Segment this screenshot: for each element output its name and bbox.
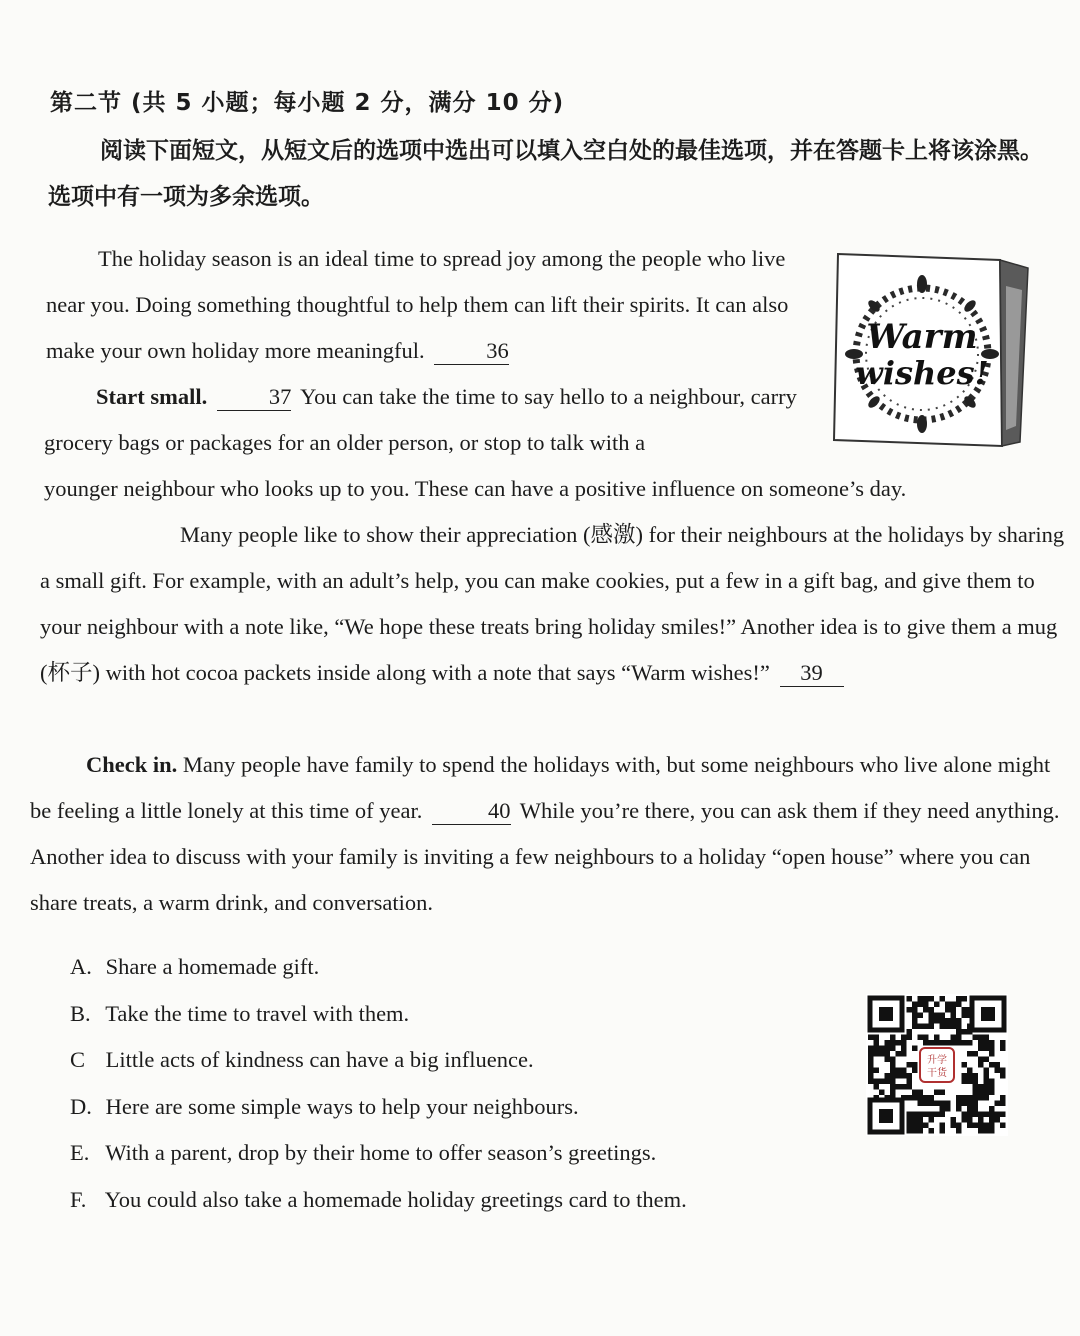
qr-module xyxy=(912,1046,918,1052)
qr-module xyxy=(923,1035,929,1041)
qr-module xyxy=(934,1101,940,1107)
qr-module xyxy=(951,1018,957,1024)
qr-module xyxy=(890,1073,896,1079)
qr-module xyxy=(934,1002,940,1008)
qr-module xyxy=(929,1101,935,1107)
paragraph-lead: Start small. xyxy=(96,384,208,409)
qr-module xyxy=(918,996,924,1002)
qr-module xyxy=(885,1057,891,1063)
qr-code-icon[interactable] xyxy=(866,994,1008,1136)
qr-module xyxy=(874,1046,880,1052)
qr-module xyxy=(912,1018,918,1024)
qr-module xyxy=(962,1007,968,1013)
qr-module xyxy=(885,1079,891,1085)
qr-module xyxy=(978,1112,984,1118)
qr-module xyxy=(951,1002,957,1008)
option-text: Little acts of kindness can have a big influence. xyxy=(105,1047,534,1072)
qr-module xyxy=(896,1073,902,1079)
passage-paragraph-4 xyxy=(30,742,1062,926)
qr-module xyxy=(945,1007,951,1013)
qr-module xyxy=(984,1073,990,1079)
qr-module xyxy=(929,1013,935,1019)
qr-module xyxy=(874,1035,880,1041)
qr-module xyxy=(918,1123,924,1129)
qr-module xyxy=(929,1112,935,1118)
option-letter: D. xyxy=(70,1093,92,1119)
options-list xyxy=(70,944,830,1223)
qr-module xyxy=(929,1117,935,1123)
paragraph-text-continued: younger neighbour who looks up to you. These can have a positive influence on someone’s day. xyxy=(44,476,907,501)
qr-module xyxy=(973,1035,979,1041)
qr-module xyxy=(984,1084,990,1090)
qr-module xyxy=(923,1007,929,1013)
qr-module xyxy=(907,1079,913,1085)
option-text: Share a homemade gift. xyxy=(105,954,320,979)
qr-module xyxy=(868,1073,874,1079)
qr-module xyxy=(929,996,935,1002)
qr-module xyxy=(962,996,968,1002)
qr-module xyxy=(989,1090,995,1096)
qr-module xyxy=(923,1040,929,1046)
paragraph-text: You can take the time to say hello to a neighbour, carry grocery bags or packages for an older person, or stop to talk with a xyxy=(44,384,797,455)
option-b xyxy=(70,991,830,1038)
qr-module xyxy=(940,1128,946,1134)
qr-module xyxy=(901,1051,907,1057)
qr-module xyxy=(907,1123,913,1129)
qr-badge-line-1: 升学 xyxy=(927,1055,947,1066)
qr-module xyxy=(973,1090,979,1096)
qr-module xyxy=(984,1112,990,1118)
qr-module xyxy=(951,1117,957,1123)
qr-module xyxy=(890,1084,896,1090)
qr-module xyxy=(967,1040,973,1046)
qr-module xyxy=(995,1112,1001,1118)
warm-wishes-card-illustration xyxy=(830,246,1035,456)
qr-module xyxy=(1000,1123,1006,1129)
paragraph-text: Many people have family to spend the holidays with, but some neighbours who live alone might be feeling a little lonely at this time of year. xyxy=(30,752,1051,823)
qr-module xyxy=(973,1095,979,1101)
qr-module xyxy=(956,996,962,1002)
qr-module xyxy=(978,1040,984,1046)
qr-module xyxy=(973,1084,979,1090)
qr-module xyxy=(929,1007,935,1013)
qr-module xyxy=(1000,1068,1006,1074)
qr-module xyxy=(907,1112,913,1118)
qr-module xyxy=(967,1117,973,1123)
option-letter: B. xyxy=(70,1000,91,1026)
qr-module xyxy=(907,1084,913,1090)
qr-module xyxy=(868,1051,874,1057)
qr-module xyxy=(923,996,929,1002)
qr-module xyxy=(973,1073,979,1079)
blank-39: 39 xyxy=(780,660,844,687)
qr-module xyxy=(923,1095,929,1101)
qr-module xyxy=(945,1040,951,1046)
qr-module xyxy=(918,1024,924,1030)
qr-module xyxy=(945,1002,951,1008)
qr-module xyxy=(923,1002,929,1008)
qr-module xyxy=(956,1040,962,1046)
qr-module xyxy=(973,1123,979,1129)
qr-module xyxy=(901,1046,907,1052)
qr-module xyxy=(940,1040,946,1046)
paragraph-lead: Check in. xyxy=(86,752,178,777)
qr-module xyxy=(962,1117,968,1123)
qr-module xyxy=(967,1079,973,1085)
qr-module xyxy=(962,1013,968,1019)
qr-module xyxy=(901,1068,907,1074)
qr-module xyxy=(868,1079,874,1085)
qr-module xyxy=(967,1101,973,1107)
qr-module xyxy=(901,1035,907,1041)
qr-module xyxy=(934,1090,940,1096)
qr-module xyxy=(896,1051,902,1057)
qr-module xyxy=(967,1073,973,1079)
qr-module xyxy=(912,1062,918,1068)
qr-module xyxy=(912,1112,918,1118)
qr-module xyxy=(984,1095,990,1101)
qr-module xyxy=(929,1018,935,1024)
qr-module xyxy=(912,1095,918,1101)
qr-module xyxy=(1000,1101,1006,1107)
qr-module xyxy=(956,1018,962,1024)
option-text: With a parent, drop by their home to offer season’s greetings. xyxy=(105,1140,657,1165)
qr-module xyxy=(940,1106,946,1112)
qr-module xyxy=(967,1112,973,1118)
qr-module xyxy=(868,1035,874,1041)
qr-module xyxy=(967,1123,973,1129)
qr-module xyxy=(940,1024,946,1030)
qr-module xyxy=(918,1002,924,1008)
qr-module xyxy=(989,1084,995,1090)
qr-module xyxy=(984,1128,990,1134)
qr-module xyxy=(989,1112,995,1118)
qr-module xyxy=(874,1079,880,1085)
qr-module xyxy=(940,996,946,1002)
qr-module xyxy=(874,1040,880,1046)
qr-module xyxy=(912,1002,918,1008)
qr-module xyxy=(956,1123,962,1129)
qr-module xyxy=(890,1068,896,1074)
qr-module xyxy=(956,1029,962,1035)
qr-module xyxy=(978,1062,984,1068)
qr-module xyxy=(918,1095,924,1101)
qr-module xyxy=(973,1101,979,1107)
qr-module xyxy=(885,1073,891,1079)
qr-module xyxy=(984,1046,990,1052)
section-title: 第二节 (共 5 小题；每小题 2 分，满分 10 分) xyxy=(50,90,565,116)
qr-module xyxy=(995,1068,1001,1074)
qr-module xyxy=(890,1035,896,1041)
qr-module xyxy=(978,1117,984,1123)
qr-module xyxy=(940,1123,946,1129)
qr-module xyxy=(907,1095,913,1101)
qr-module xyxy=(940,1013,946,1019)
qr-module xyxy=(934,1018,940,1024)
blank-40: 40 xyxy=(432,798,511,825)
qr-module xyxy=(907,1073,913,1079)
qr-module xyxy=(956,1002,962,1008)
qr-module xyxy=(912,1013,918,1019)
option-letter: C xyxy=(70,1047,86,1072)
qr-module xyxy=(978,1046,984,1052)
qr-module xyxy=(901,1084,907,1090)
qr-module xyxy=(923,1024,929,1030)
qr-module xyxy=(940,1090,946,1096)
qr-badge-line-2: 干货 xyxy=(927,1068,947,1079)
qr-module xyxy=(918,1101,924,1107)
qr-module xyxy=(945,1018,951,1024)
qr-module xyxy=(923,1112,929,1118)
passage-paragraph-1 xyxy=(46,236,808,374)
option-c xyxy=(70,1037,830,1084)
qr-module xyxy=(951,1013,957,1019)
qr-module xyxy=(956,1128,962,1134)
qr-module xyxy=(890,1090,896,1096)
qr-module xyxy=(907,1007,913,1013)
qr-module xyxy=(896,1084,902,1090)
qr-module xyxy=(890,1057,896,1063)
qr-module xyxy=(978,1123,984,1129)
qr-module xyxy=(868,1046,874,1052)
qr-module xyxy=(984,1079,990,1085)
qr-module xyxy=(978,1128,984,1134)
qr-module xyxy=(907,1128,913,1134)
blank-37: 37 xyxy=(217,384,292,411)
qr-module xyxy=(967,1068,973,1074)
qr-module xyxy=(874,1068,880,1074)
option-letter: E. xyxy=(70,1140,90,1165)
qr-module xyxy=(978,1090,984,1096)
qr-module xyxy=(984,1057,990,1063)
option-text: Here are some simple ways to help your neighbours. xyxy=(105,1093,579,1119)
qr-module xyxy=(989,1117,995,1123)
qr-module xyxy=(989,1123,995,1129)
qr-module xyxy=(962,1029,968,1035)
qr-module xyxy=(940,1101,946,1107)
qr-module xyxy=(890,1079,896,1085)
qr-module xyxy=(967,1051,973,1057)
qr-module xyxy=(951,1007,957,1013)
qr-module xyxy=(907,1035,913,1041)
qr-module xyxy=(918,1035,924,1041)
qr-module xyxy=(896,1040,902,1046)
qr-module xyxy=(989,1040,995,1046)
qr-module xyxy=(962,1062,968,1068)
option-e xyxy=(70,1130,830,1177)
qr-module xyxy=(885,1040,891,1046)
qr-module xyxy=(934,1040,940,1046)
qr-module xyxy=(962,1073,968,1079)
qr-module xyxy=(973,1079,979,1085)
qr-module xyxy=(907,1117,913,1123)
paragraph-text: Many people like to show their appreciation (感激) for their neighbours at the holidays by sharing a small gift. For example, with an adult’s help, you can make cookies, put a few in a gift bag, and give them to your neighbour with a note like, “We hope these treats bring holiday smiles!” Another idea is to give them a mug (杯子) with hot cocoa packets inside along with a note that says “Warm wishes!” xyxy=(40,522,1065,685)
qr-module xyxy=(967,1095,973,1101)
qr-module xyxy=(912,1117,918,1123)
qr-module xyxy=(989,1046,995,1052)
qr-module xyxy=(962,1095,968,1101)
qr-module xyxy=(978,1057,984,1063)
card-line-1: Warm xyxy=(866,317,978,357)
qr-module xyxy=(868,1057,874,1063)
qr-module xyxy=(962,1101,968,1107)
qr-module xyxy=(929,1128,935,1134)
qr-module xyxy=(918,1090,924,1096)
option-a xyxy=(70,944,830,991)
qr-module xyxy=(874,1084,880,1090)
qr-module xyxy=(868,1068,874,1074)
qr-module xyxy=(918,1013,924,1019)
qr-module xyxy=(989,1128,995,1134)
qr-module xyxy=(934,1112,940,1118)
qr-module xyxy=(879,1046,885,1052)
qr-module xyxy=(890,1040,896,1046)
qr-module xyxy=(912,1090,918,1096)
qr-module xyxy=(934,1035,940,1041)
qr-module xyxy=(868,1062,874,1068)
qr-module xyxy=(912,1024,918,1030)
option-letter: F. xyxy=(70,1186,87,1212)
qr-module xyxy=(951,1035,957,1041)
qr-module xyxy=(885,1046,891,1052)
paragraph-text-continued: While you’re there, you can ask them if they need anything. Another idea to discuss with your family is inviting a few neighbours to a holiday “open house” where you can share treats, a warm drink, and conversation. xyxy=(30,798,1060,915)
qr-module xyxy=(962,1112,968,1118)
qr-module xyxy=(885,1051,891,1057)
qr-module xyxy=(934,1013,940,1019)
qr-module xyxy=(907,996,913,1002)
qr-module xyxy=(951,1024,957,1030)
qr-module xyxy=(912,1128,918,1134)
qr-module xyxy=(923,1123,929,1129)
qr-module xyxy=(879,1079,885,1085)
qr-module xyxy=(912,1123,918,1129)
qr-module xyxy=(1000,1073,1006,1079)
qr-module xyxy=(890,1046,896,1052)
instruction-text: 阅读下面短文，从短文后的选项中选出可以填入空白处的最佳选项，并在答题卡上将该涂黑。选项中有一项为多余选项。 xyxy=(48,138,1043,210)
qr-module xyxy=(989,1062,995,1068)
card-line-2: wishes! xyxy=(855,354,989,392)
qr-module xyxy=(912,1068,918,1074)
qr-module xyxy=(989,1051,995,1057)
option-f xyxy=(70,1177,830,1224)
qr-module xyxy=(989,1106,995,1112)
qr-module xyxy=(1000,1040,1006,1046)
qr-module xyxy=(962,1040,968,1046)
qr-module xyxy=(907,1062,913,1068)
qr-module xyxy=(956,1095,962,1101)
qr-module xyxy=(929,1024,935,1030)
qr-module xyxy=(940,1112,946,1118)
qr-module xyxy=(940,1018,946,1024)
qr-module xyxy=(1000,1095,1006,1101)
qr-module xyxy=(890,1062,896,1068)
qr-module xyxy=(901,1073,907,1079)
qr-module xyxy=(1000,1046,1006,1052)
paragraph-text: The holiday season is an ideal time to spread joy among the people who live near you. Doing something thoughtful to help them can lift their spirits. It can also make your own holiday more meaningful. xyxy=(46,246,789,363)
qr-module xyxy=(945,1101,951,1107)
qr-module xyxy=(879,1090,885,1096)
paragraph-2-narrow xyxy=(44,374,806,466)
qr-module xyxy=(918,1117,924,1123)
qr-module xyxy=(912,1007,918,1013)
qr-module xyxy=(929,1095,935,1101)
qr-module xyxy=(956,1024,962,1030)
qr-module xyxy=(951,1123,957,1129)
qr-module xyxy=(995,1101,1001,1107)
qr-module xyxy=(896,1068,902,1074)
qr-module xyxy=(984,1123,990,1129)
qr-module xyxy=(956,1106,962,1112)
qr-module xyxy=(978,1035,984,1041)
passage-paragraph-3 xyxy=(40,512,1066,696)
qr-module xyxy=(1000,1112,1006,1118)
option-text: You could also take a homemade holiday greetings card to them. xyxy=(104,1186,687,1212)
qr-module xyxy=(951,1040,957,1046)
qr-module xyxy=(995,1117,1001,1123)
qr-module xyxy=(929,1040,935,1046)
qr-module xyxy=(945,1024,951,1030)
qr-module xyxy=(945,1106,951,1112)
qr-module xyxy=(967,1106,973,1112)
qr-module xyxy=(973,1112,979,1118)
qr-module xyxy=(978,1084,984,1090)
qr-module xyxy=(918,1128,924,1134)
qr-module xyxy=(956,1035,962,1041)
qr-module xyxy=(984,1040,990,1046)
qr-module xyxy=(973,1051,979,1057)
qr-module xyxy=(962,1079,968,1085)
qr-module xyxy=(984,1068,990,1074)
qr-module xyxy=(907,1029,913,1035)
option-d xyxy=(70,1084,830,1131)
qr-module xyxy=(995,1062,1001,1068)
qr-module xyxy=(879,1051,885,1057)
qr-module xyxy=(956,1101,962,1107)
qr-module xyxy=(984,1090,990,1096)
option-letter: A. xyxy=(70,954,92,979)
qr-module xyxy=(923,1101,929,1107)
qr-module xyxy=(978,1095,984,1101)
qr-module xyxy=(918,1112,924,1118)
option-text: Take the time to travel with them. xyxy=(105,1000,410,1026)
qr-module xyxy=(984,1035,990,1041)
qr-module xyxy=(874,1051,880,1057)
qr-module xyxy=(973,1106,979,1112)
qr-module xyxy=(989,1079,995,1085)
blank-36: 36 xyxy=(434,338,509,365)
qr-module xyxy=(901,1040,907,1046)
